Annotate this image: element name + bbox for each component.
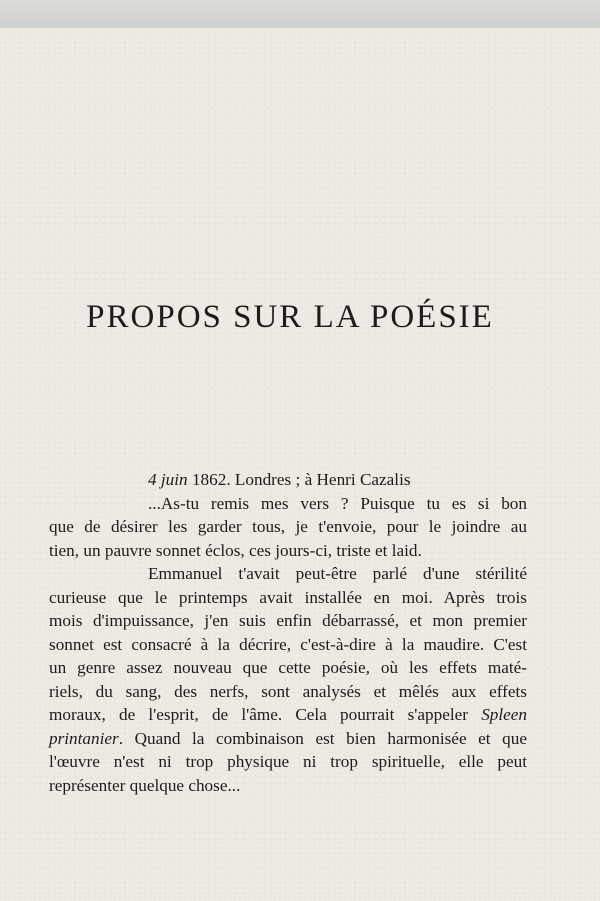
text-line-with-italic: [49, 727, 527, 751]
italic-printanier: printanier: [49, 728, 119, 748]
text-line: ...As-tu remis mes vers ? Puisque tu es si bon: [148, 493, 527, 513]
letter-body: [49, 468, 527, 797]
text-line: sonnet est consacré à la décrire, c'est-à-dire à la maudire. C'est: [49, 634, 527, 654]
book-page: [0, 28, 600, 901]
text-line: riels, du sang, des nerfs, sont analysés et mêlés aux effets: [49, 681, 527, 701]
photo-background-strip: [0, 0, 600, 30]
text-line-with-italic: [49, 703, 527, 727]
text-line: curieuse que le printemps avait installée en moi. Après trois: [49, 587, 527, 607]
page-title: PROPOS SUR LA POÉSIE: [86, 299, 494, 335]
text-line: mois d'impuissance, j'en suis enfin débarrassé, et mon premier: [49, 611, 527, 630]
text-line: tien, un pauvre sonnet éclos, ces jours-ci, triste et laid.: [49, 540, 422, 560]
text-line: un genre assez nouveau que cette poésie, où les effets maté-: [49, 658, 527, 677]
italic-spleen: Spleen: [481, 705, 528, 724]
text-line: Emmanuel t'avait peut-être parlé d'une stérilité: [148, 564, 527, 583]
text-line: représenter quelque chose...: [49, 775, 241, 795]
text-line: que de désirer les garder tous, je t'envoie, pour le joindre au: [49, 517, 527, 536]
text-line: l'œuvre n'est ni trop physique ni trop spirituelle, elle peut: [49, 752, 527, 771]
letter-date-italic: 4 juin: [148, 470, 188, 489]
text-line-segment: moraux, de l'esprit, de l'âme. Cela pourrait s'appeler: [49, 705, 468, 724]
letter-date-rest: 1862. Londres ; à Henri Cazalis: [187, 470, 411, 489]
letter-heading: [49, 468, 527, 492]
text-line-segment: . Quand la combinaison est bien harmonisée et que: [118, 728, 527, 748]
